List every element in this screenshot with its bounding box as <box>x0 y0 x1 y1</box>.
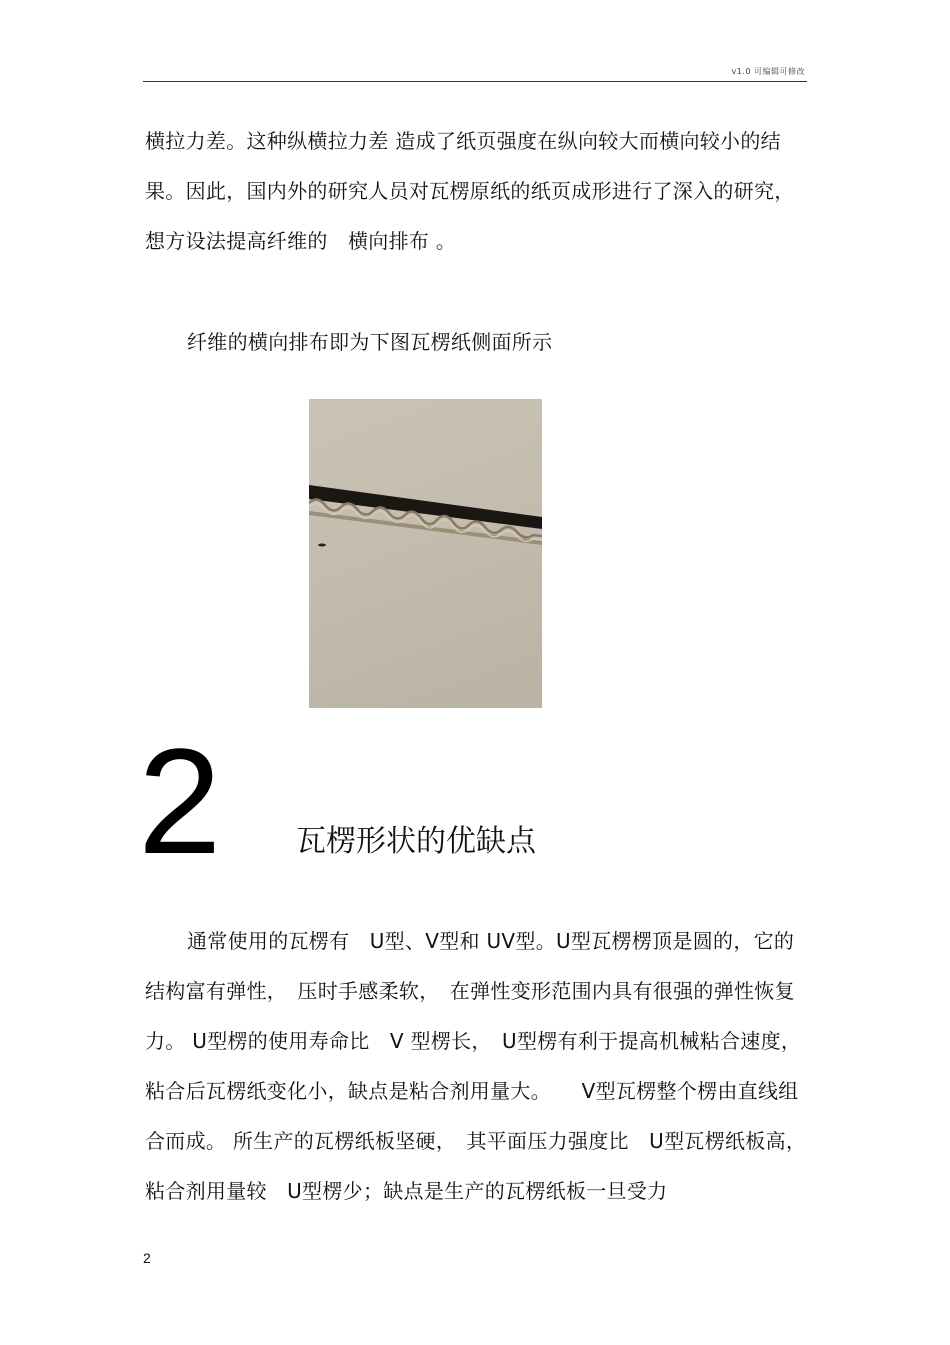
section-number: 2 <box>138 717 222 885</box>
header-divider <box>143 81 807 82</box>
paragraph-body: 通常使用的瓦楞有 U型、V型和 UV型。U型瓦楞楞顶是圆的，它的结构富有弹性， 压时手感柔软， 在弹性变形范围内具有很强的弹性恢复力。 U型楞的使用寿命比 V 型楞长， U型楞有利于提高机械粘合速度，粘合后瓦楞纸变化小，缺点是粘合剂用量大。 V型瓦楞整个楞由直线组合而成。 所生产的瓦楞纸板坚硬， 其平面压力强度比 U型瓦楞纸板高， 粘合剂用量较 U型楞少；缺点是生产的瓦楞纸板一旦受力 <box>145 929 817 1203</box>
corrugated-edge-illustration <box>309 399 542 708</box>
figure-caption: 纤维的横向排布即为下图瓦楞纸侧面所示 <box>187 330 553 354</box>
section-title: 瓦楞形状的优缺点 <box>296 824 536 859</box>
version-tag: v1.0 可编辑可修改 <box>731 67 805 76</box>
corrugated-paper-photo <box>309 399 542 708</box>
page-number: 2 <box>143 1250 151 1266</box>
paragraph-intro: 横拉力差。这种纵横拉力差 造成了纸页强度在纵向较大而横向较小的结果。因此，国内外的研究人员对瓦楞原纸的纸页成形进行了深入的研究，想方设法提高纤维的 横向排布 。 <box>145 129 795 253</box>
